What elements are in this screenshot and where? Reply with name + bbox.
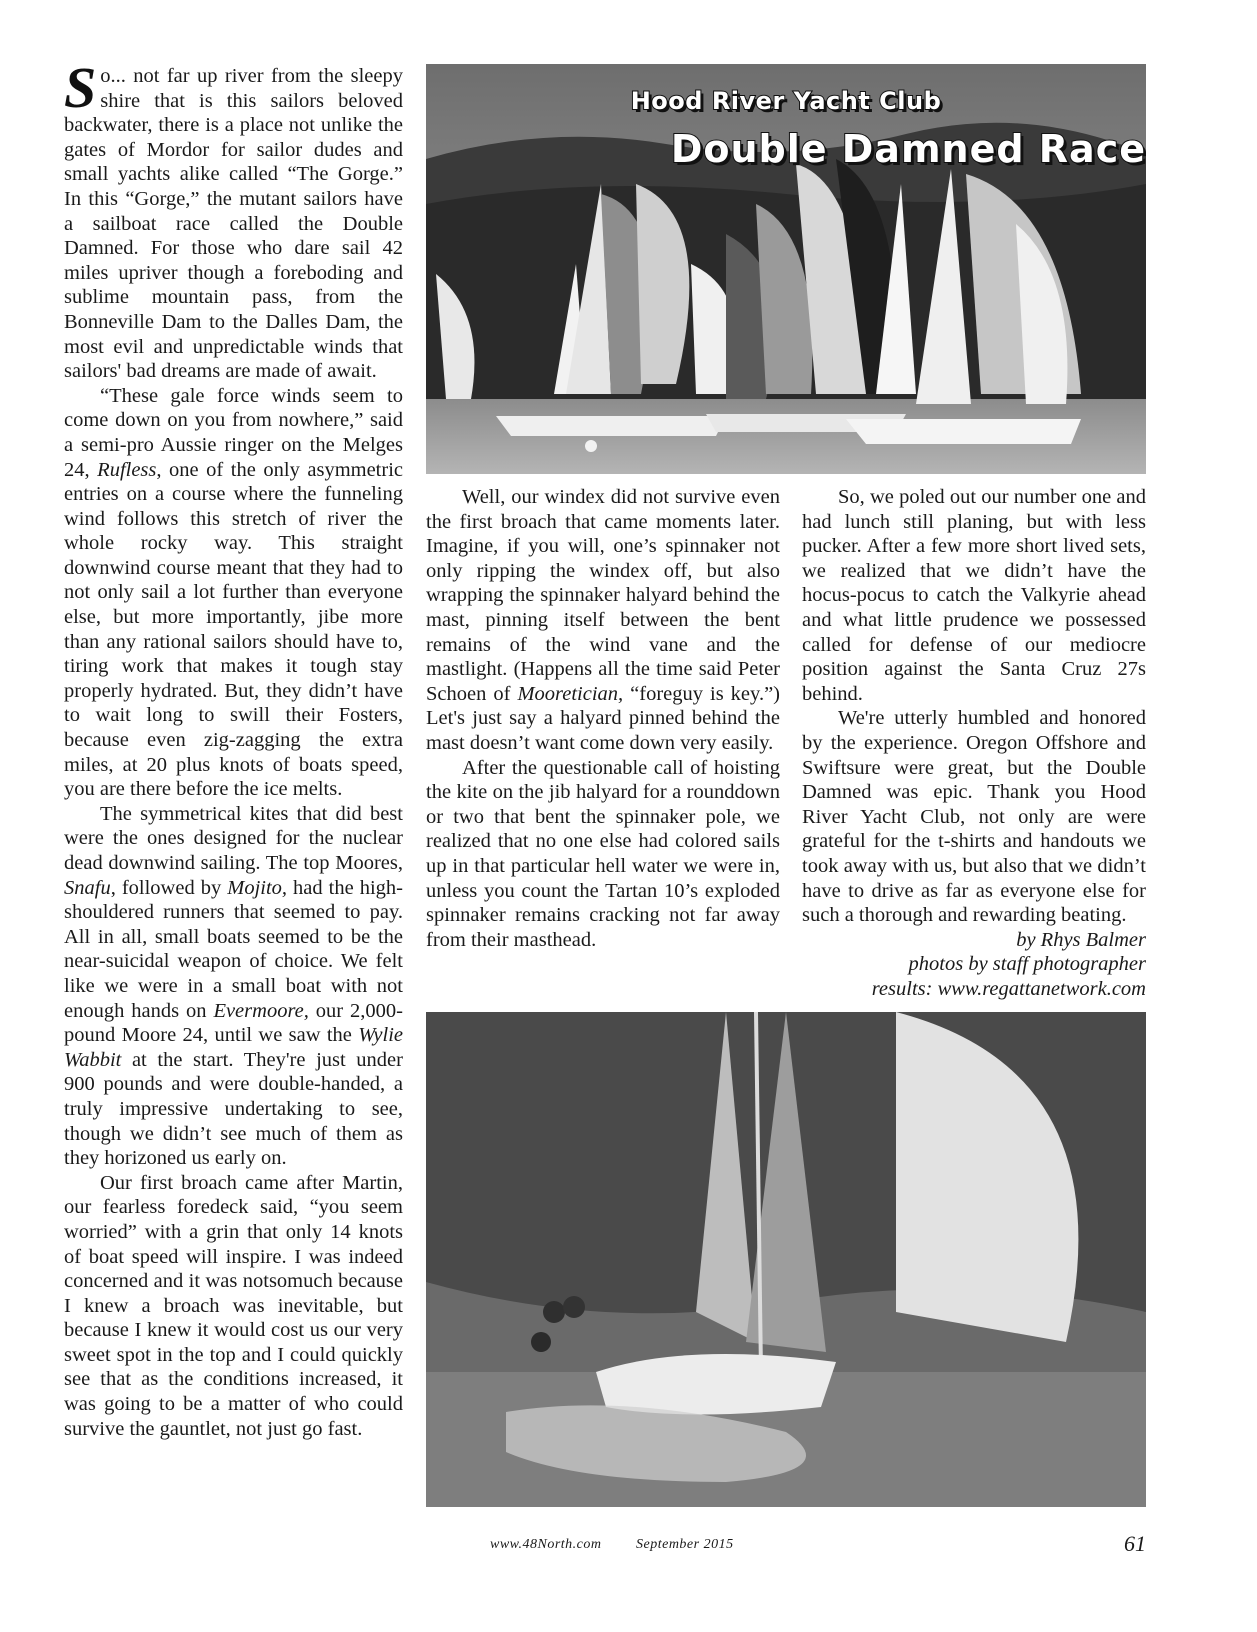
headline-title: Double Damned Race (670, 127, 1146, 171)
footer-issue-date: September 2015 (636, 1537, 734, 1552)
paragraph: Our first broach came after Martin, our fearless foredeck said, “you seem worried” with a grin that only 14 knots of boat speed will inspire. I was indeed concerned and it was notsomuch because I knew a broach was inevitable, but because I knew it would cost us our very sweet spot in the top and I could quickly see that as the conditions increased, it was going to be a matter of who could survive the gauntlet, not just go fast. (64, 1171, 403, 1440)
paragraph: The symmetrical kites that did best were the ones designed for the nuclear dead downwind sailing. The top Moores, Snafu, followed by Mojito, had the high-shouldered runners that seemed to pay. All in all, small boats seemed to be the near-suicidal weapon of choice. We felt like we were in a small boat with not enough hands on Evermoore, our 2,000-pound Moore 24, until we saw the Wylie Wabbit at the start. They're just under 900 pounds and were double-handed, a truly impressive undertaking to see, though we didn’t see much of them as they horizoned us early on. (64, 802, 404, 1170)
byline: by Rhys Balmer (1016, 928, 1146, 951)
article-column-middle (426, 485, 780, 952)
paragraph: “These gale force winds seem to come down on you from nowhere,” said a semi-pro Aussie ringer on the Melges 24, Rufless, one of the only asymmetric entries on a course where the funneling wind follows this stretch of river the whole rocky way. This straight downwind course meant that they had to not only sail a lot further than everyone else, but more importantly, jibe more than any rational sailors should have to, tiring work that makes it tough stay properly hydrated. But, they didn’t have to wait long to swill their Fosters, because even zig-zagging the extra miles, at 20 plus knots of boats speed, you are there before the ice melts. (64, 384, 403, 801)
article-column-right (802, 485, 1146, 1001)
page-number: 61 (1124, 1531, 1146, 1556)
paragraph: Well, our windex did not survive even the first broach that came moments later. Imagine, if you will, one’s spinnaker not only ripping the windex off, but also wrapping the spinnaker halyard behind the mast, pinning itself between the bent remains of the wind vane and the mastlight. (Happens all the time said Peter Schoen of Mooretician, “foreguy is key.”) Let's just say a halyard pinned behind the mast doesn’t want come down very easily. (426, 486, 780, 754)
photo-credit: photos by staff photographer (908, 953, 1146, 976)
paragraph: We're utterly humbled and honored by the experience. Oregon Offshore and Swiftsure were great, but the Double Damned was epic. Thank you Hood River Yacht Club, not only are were grateful for the t-shirts and handouts we took away with us, but also that we didn’t have to drive as far as everyone else for such a thorough and rewarding beating. (802, 707, 1146, 927)
results-link: results: www.regattanetwork.com (871, 977, 1146, 1000)
footer-website: www.48North.com (490, 1537, 602, 1552)
planing-sailboat-illustration (426, 1012, 1146, 1507)
headline-kicker: Hood River Yacht Club (630, 87, 942, 115)
sailboats-photo-illustration (426, 64, 1146, 474)
race-start-photo (426, 64, 1146, 474)
sailboat-action-photo (426, 1012, 1146, 1507)
drop-cap: S (64, 55, 97, 120)
page-footer (426, 1531, 1146, 1561)
paragraph: After the questionable call of hoisting the kite on the jib halyard for a rounddown or two that bent the spinnaker pole, we realized that no one else had colored sails up in that particular hell water we were in, unless you count the Tartan 10’s exploded spinnaker remains cracking not far away from their masthead. (426, 756, 780, 951)
credits (802, 928, 1146, 1002)
paragraph: So, we poled out our number one and had lunch still planing, but with less pucker. After a few more short lived sets, we realized that we didn’t have the hocus-pocus to catch the Valkyrie ahead and what little prudence we possessed called for defense of our mediocre position against the Santa Cruz 27s behind. (802, 486, 1146, 705)
paragraph: So... not far up river from the sleepy shire that is this sailors beloved backwater, there is a place not unlike the gates of Mordor for sailor dudes and small yachts alike called “The Gorge.” In this “Gorge,” the mutant sailors have a sailboat race called the Double Damned. For those who dare sail 42 miles upriver though a foreboding and sublime mountain pass, from the Bonneville Dam to the Dalles Dam, the most evil and unpredictable winds that sailors' bad dreams are made of await. (64, 55, 403, 383)
article-column-left (64, 55, 404, 1441)
